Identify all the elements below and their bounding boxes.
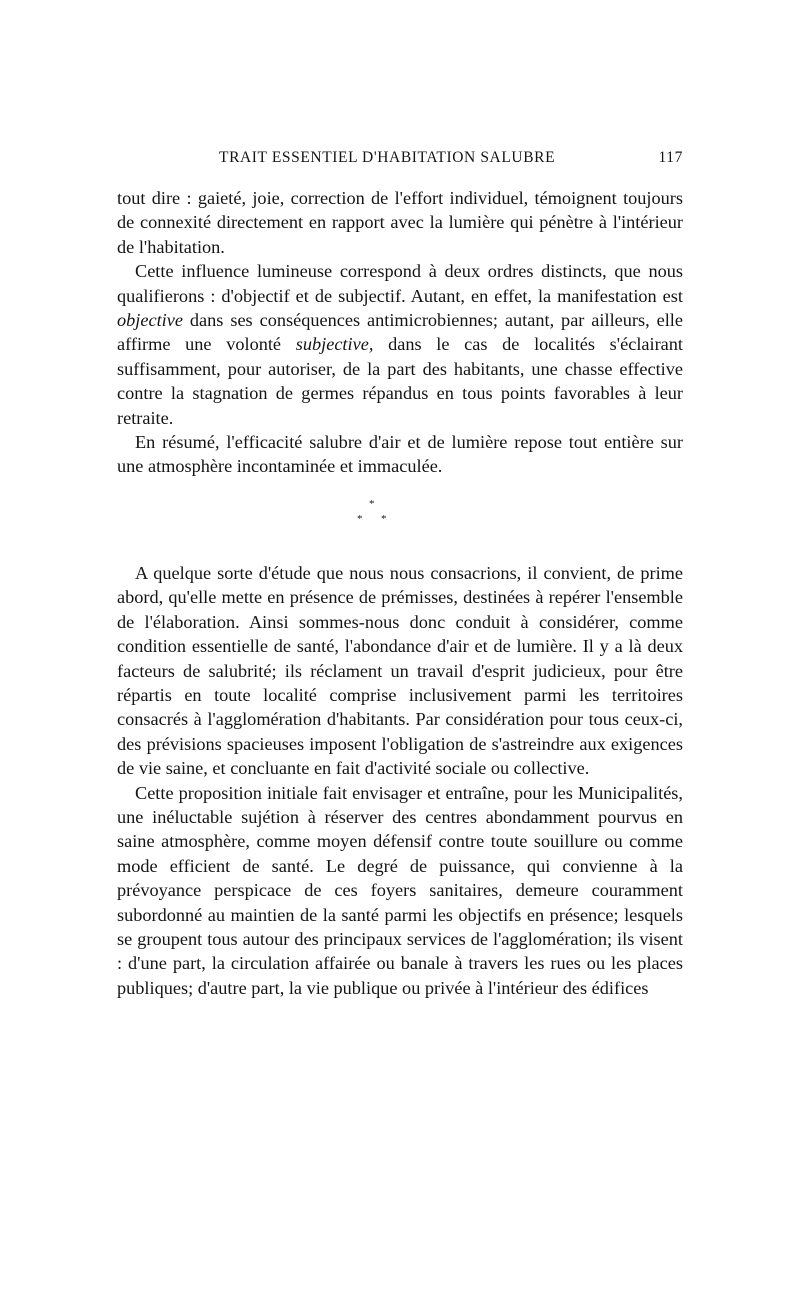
paragraph-text: tout dire : gaieté, joie, correction de l'effort individuel, témoignent toujours de connexité directement en rapport avec la lumière qui pénètre à l'intérieur de l'habitation. xyxy=(117,188,683,257)
book-page xyxy=(117,146,683,1000)
paragraph-municipalities xyxy=(117,781,683,1001)
paragraph-light-influence xyxy=(117,259,683,430)
italic-term: objective xyxy=(117,310,183,331)
asterism-star: * xyxy=(357,512,363,525)
paragraph-continuation xyxy=(117,186,683,259)
paragraph-text: A quelque sorte d'étude que nous nous consacrions, il convient, de prime abord, qu'elle mette en présence de prémisses, destinées à repérer l'ensemble de l'élaboration. Ainsi sommes-nous donc conduit à considérer, comme condition essentielle de santé, l'abondance d'air et de lumière. Il y a là deux facteurs de salubrité; ils réclament un travail d'esprit judicieux, pour être répartis en toute localité comprise inclusivement parmi les territoires consacrés à l'agglomération d'habitants. Par considération pour tous ceux-ci, des prévisions spacieuses imposent l'obligation de s'astreindre aux exigences de vie saine, et concluante en fait d'activité sociale ou collective. xyxy=(117,562,683,779)
asterism-star: * xyxy=(369,497,375,510)
asterism-star: * xyxy=(381,512,387,525)
running-head xyxy=(117,146,683,174)
running-title: TRAIT ESSENTIEL D'HABITATION SALUBRE xyxy=(219,149,556,166)
page-number: 117 xyxy=(658,149,683,166)
paragraph-text: En résumé, l'efficacité salubre d'air et de lumière repose tout entière sur une atmosphère incontaminée et immaculée. xyxy=(117,432,683,477)
section-break-asterism xyxy=(117,479,683,561)
paragraph-text: Cette influence lumineuse correspond à deux ordres distincts, que nous qualifierons : d'objectif et de subjectif. Autant, en effet, la manifestation est xyxy=(117,261,683,306)
paragraph-premises xyxy=(117,561,683,781)
paragraph-summary xyxy=(117,430,683,479)
paragraph-text: Cette proposition initiale fait envisager et entraîne, pour les Municipalités, une inéluctable sujétion à réserver des centres abondamment pourvus en saine atmosphère, comme moyen défensif contre toute souillure ou comme mode efficient de santé. Le degré de puissance, qui convienne à la prévoyance perspicace de ces foyers sanitaires, demeure couramment subordonné au maintien de la santé parmi les objectifs en présence; lesquels se groupent tous autour des principaux services de l'agglomération; ils visent : d'une part, la circulation affairée ou banale à travers les rues ou les places publiques; d'autre part, la vie publique ou privée à l'intérieur des édifices xyxy=(117,782,683,998)
italic-term: subjective, xyxy=(295,334,374,355)
paragraph-text: dans ses conséquences antimicrobiennes; autant, par ailleurs, elle affirme une volonté xyxy=(117,310,683,355)
paragraph-text: dans le cas de localités s'éclairant suffisamment, pour autoriser, de la part des habitants, une chasse effective contre la stagnation de germes répandus en tous points favorables à leur retraite. xyxy=(117,334,684,428)
